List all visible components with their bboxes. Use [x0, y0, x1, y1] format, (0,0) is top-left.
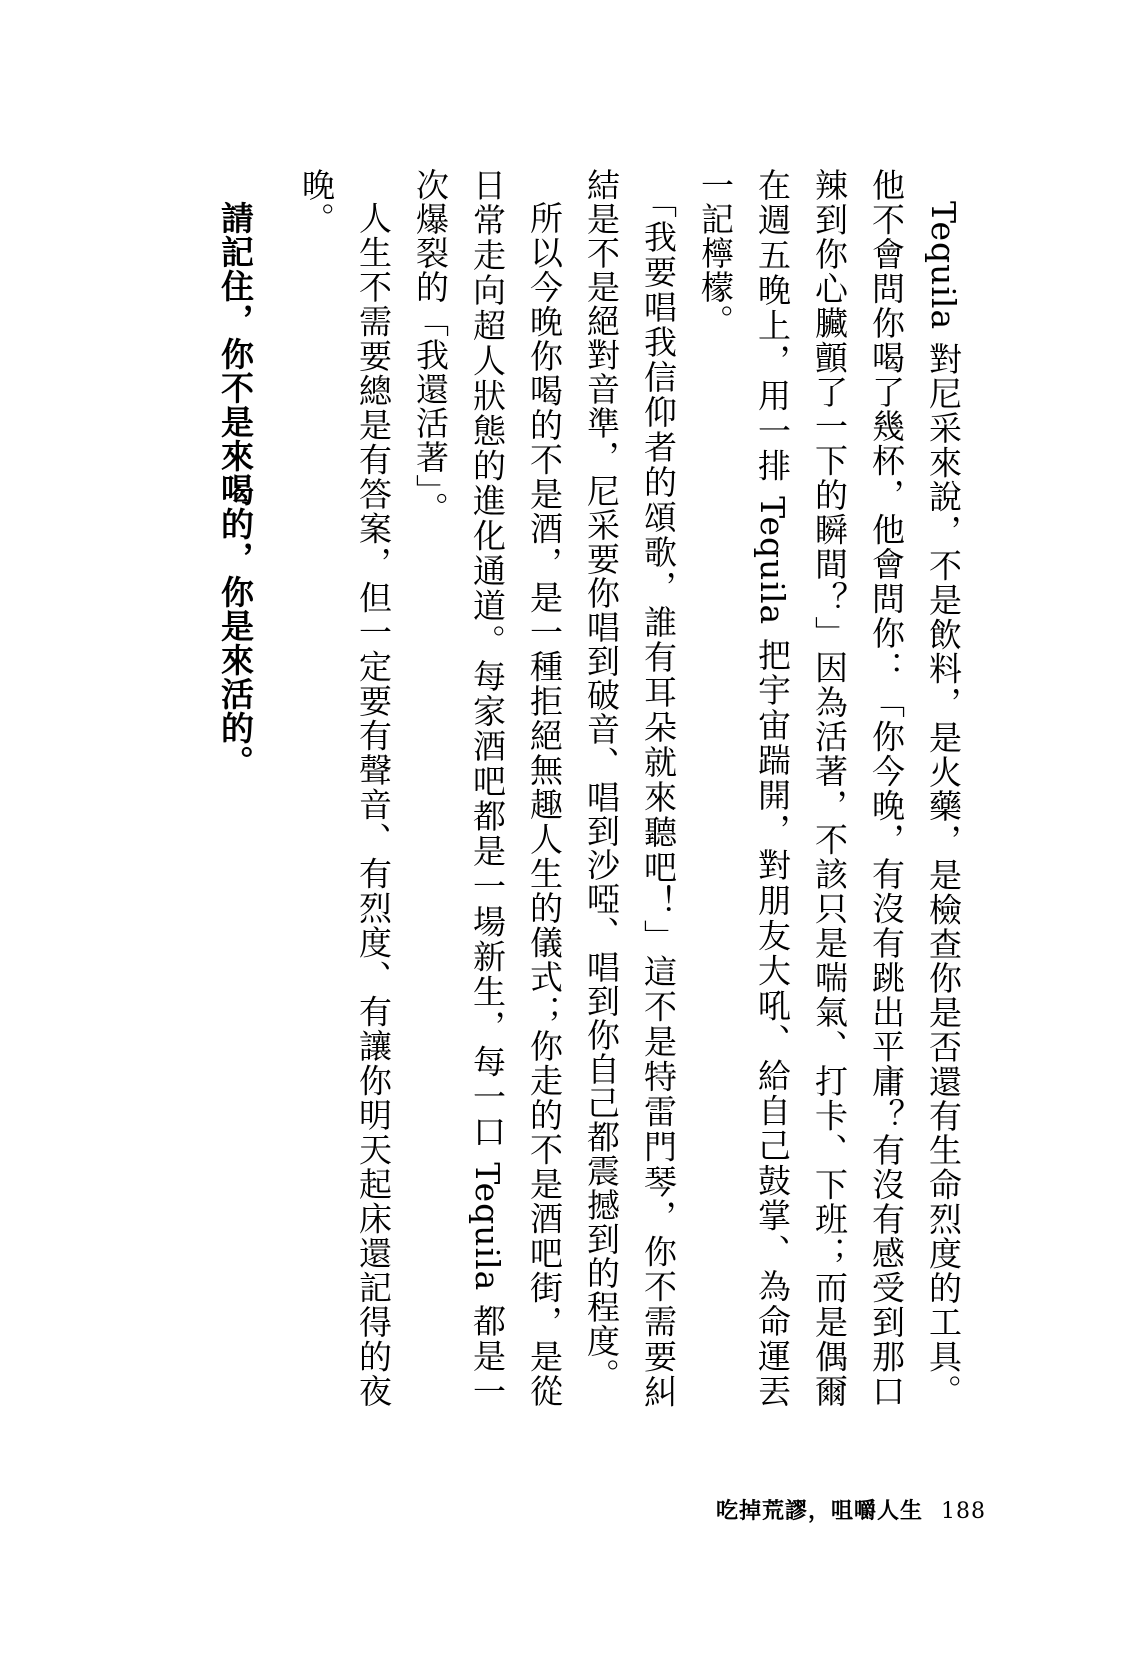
body-text — [207, 168, 972, 1408]
paragraph-1: Tequila 對尼采來說，不是飲料，是火藥，是檢查你是否還有生命烈度的工具。他不會問你喝了幾杯，他會問你：「你今晚，有沒有跳出平庸？有沒有感受到那口辣到你心臟顫了一下的瞬間？」因為活著，不該只是喘氣、打卡、下班；而是偶爾在週五晚上，用一排 Tequila 把宇宙踹開，對朋友大吼、給自己鼓掌、為命運丟一記檸檬。 — [696, 168, 963, 1408]
page-number: 188 — [941, 1499, 987, 1524]
closing-line: 請記住，你不是來喝的，你是來活的。 — [216, 201, 255, 779]
running-title: 吃掉荒謬，咀嚼人生 — [716, 1498, 924, 1524]
paragraph-3: 所以今晚你喝的不是酒，是一種拒絕無趣人生的儀式；你走的不是酒吧街，是從日常走向超人狀態的進化通道。每家酒吧都是一場新生，每一口 Tequila 都是一次爆裂的「我還活著」。 — [411, 168, 564, 1408]
page-footer — [716, 1494, 986, 1525]
paragraph-4: 人生不需要總是有答案，但一定要有聲音、有烈度、有讓你明天起床還記得的夜晚。 — [297, 168, 393, 1408]
paragraph-2: 「我要唱我信仰者的頌歌，誰有耳朵就來聽吧！」這不是特雷門琴，你不需要糾結是不是絕對音準，尼采要你唱到破音、唱到沙啞、唱到你自己都震撼到的程度。 — [582, 168, 678, 1408]
